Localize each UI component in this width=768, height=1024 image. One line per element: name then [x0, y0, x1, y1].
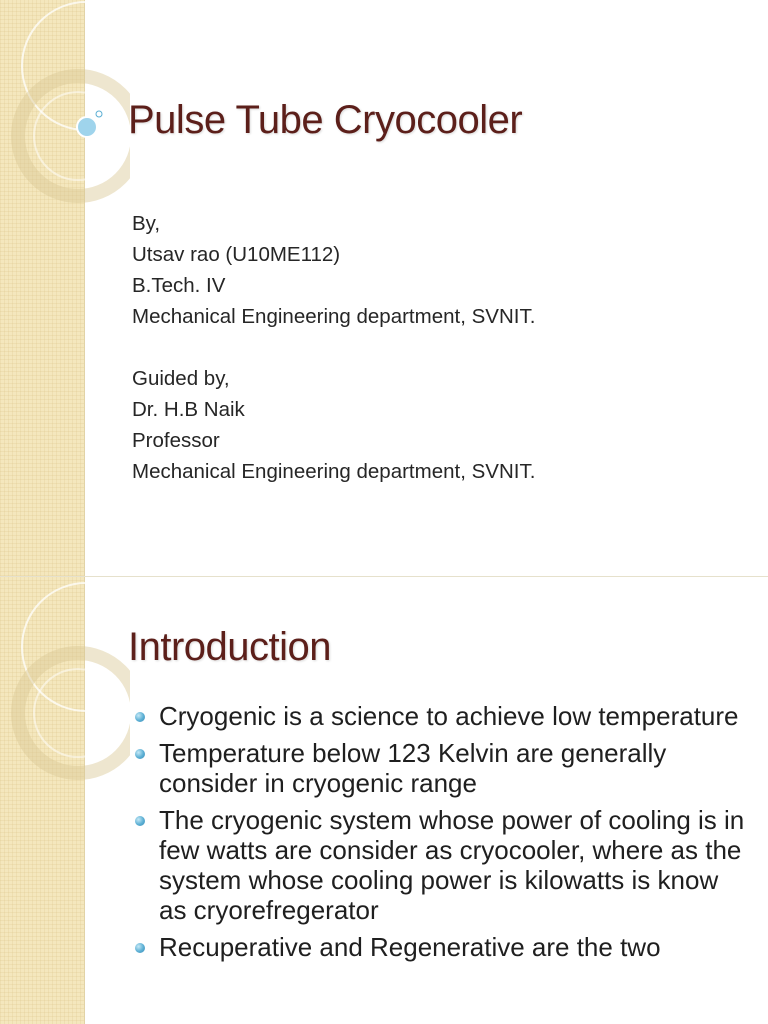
- bullet-text: Cryogenic is a science to achieve low temperature: [159, 701, 739, 731]
- bullet-icon: [135, 816, 145, 826]
- guide-department: Mechanical Engineering department, SVNIT.: [132, 460, 536, 483]
- guide-title: Professor: [132, 429, 220, 452]
- student-department: Mechanical Engineering department, SVNIT.: [132, 305, 536, 328]
- blue-dot-icon: [77, 117, 97, 137]
- student-name: Utsav rao (U10ME112): [132, 243, 341, 266]
- decorative-rings-graphic: [0, 577, 130, 1024]
- program-label: B.Tech. IV: [132, 274, 226, 297]
- list-item: [135, 738, 745, 798]
- list-item: [135, 932, 745, 962]
- guide-label: Guided by,: [132, 367, 230, 390]
- author-info: [132, 208, 535, 487]
- spacer: [132, 332, 535, 363]
- bullet-icon: [135, 943, 145, 953]
- decorative-rings-graphic: [0, 0, 130, 576]
- bullet-text: Recuperative and Regenerative are the two: [159, 932, 661, 962]
- slide-title: Pulse Tube Cryocooler: [128, 98, 523, 142]
- bullet-list: [135, 701, 745, 969]
- list-item: [135, 805, 745, 925]
- decorative-side-band: [0, 0, 85, 576]
- bullet-icon: [135, 749, 145, 759]
- by-label: By,: [132, 212, 161, 235]
- bullet-text: Temperature below 123 Kelvin are generally consider in cryogenic range: [159, 738, 667, 798]
- guide-name: Dr. H.B Naik: [132, 398, 245, 421]
- bullet-text: The cryogenic system whose power of cooling is in few watts are consider as cryocooler, where as the system whose cooling power is kilowatts is know as cryorefregerator: [159, 805, 745, 925]
- list-item: [135, 701, 745, 731]
- introduction-slide: [0, 576, 768, 1024]
- decorative-side-band: [0, 577, 85, 1024]
- slide-title: Introduction: [128, 625, 332, 669]
- bullet-icon: [135, 712, 145, 722]
